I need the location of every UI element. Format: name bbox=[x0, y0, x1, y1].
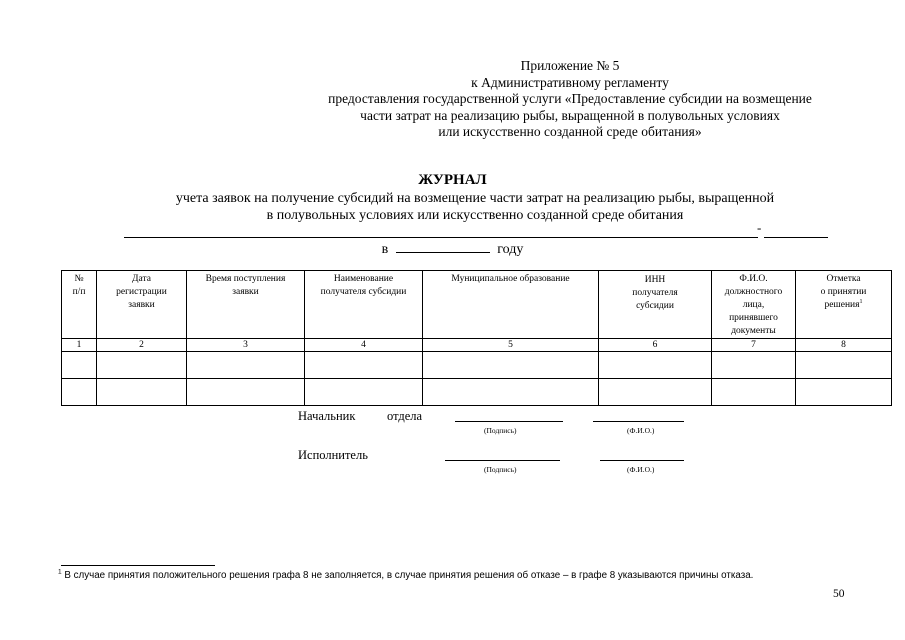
blank-line-left bbox=[124, 237, 758, 238]
chief-name-line bbox=[593, 421, 684, 422]
appendix-service-line: предоставления государственной услуги «Предоставление субсидии на возмещение bbox=[328, 91, 812, 106]
table-cell[interactable] bbox=[97, 352, 187, 379]
column-number: 7 bbox=[712, 339, 796, 352]
column-number: 2 bbox=[97, 339, 187, 352]
executor-name-caption: (Ф.И.О.) bbox=[627, 465, 655, 474]
appendix-reference: к Административному регламенту bbox=[471, 74, 669, 90]
chief-label-word2: отдела bbox=[387, 409, 423, 423]
table-cell[interactable] bbox=[599, 352, 712, 379]
chief-signature-caption: (Подпись) bbox=[484, 426, 517, 435]
table-cell[interactable] bbox=[305, 352, 423, 379]
blank-line-right bbox=[764, 237, 828, 238]
executor-name-line bbox=[600, 460, 684, 461]
footnote-text: В случае принятия положительного решения графа 8 не заполняется, в случае принятия решения об отказе – в графе 8 указываются причины отказа. bbox=[64, 570, 754, 581]
journal-table bbox=[61, 270, 892, 406]
footnote bbox=[58, 570, 753, 581]
column-number: 5 bbox=[423, 339, 599, 352]
page-number: 50 bbox=[833, 588, 845, 600]
appendix-service-line: или искусственно созданной среде обитания» bbox=[438, 124, 702, 139]
table-cell[interactable] bbox=[62, 379, 97, 406]
dash-mark: - bbox=[757, 220, 762, 235]
table-cell[interactable] bbox=[62, 352, 97, 379]
column-number: 8 bbox=[796, 339, 892, 352]
table-header-row bbox=[62, 271, 892, 339]
table-row bbox=[62, 379, 892, 406]
column-number-row bbox=[62, 339, 892, 352]
executor-signature-line bbox=[445, 460, 560, 461]
header-cell-registration-date: Дата регистрации заявки bbox=[97, 271, 187, 339]
executor-signature-caption: (Подпись) bbox=[484, 465, 517, 474]
table-cell[interactable] bbox=[712, 379, 796, 406]
footnote-mark: 1 bbox=[859, 298, 863, 305]
table-cell[interactable] bbox=[423, 352, 599, 379]
table-cell[interactable] bbox=[97, 379, 187, 406]
footnote-mark: 1 bbox=[58, 568, 62, 576]
appendix-number: Приложение № 5 bbox=[520, 58, 620, 73]
chief-name-caption: (Ф.И.О.) bbox=[627, 426, 655, 435]
header-cell-recipient-name: Наименование получателя субсидии bbox=[305, 271, 423, 339]
fill-in-line bbox=[124, 222, 828, 238]
chief-signature-line bbox=[455, 421, 563, 422]
header-cell-arrival-time: Время поступления заявки bbox=[187, 271, 305, 339]
column-number: 6 bbox=[599, 339, 712, 352]
header-cell-decision-mark: Отметка о принятии решения$^1$ bbox=[796, 271, 892, 339]
appendix-header bbox=[290, 58, 850, 141]
journal-subtitle: в полувольных условиях или искусственно созданной среде обитания bbox=[266, 208, 684, 223]
header-cell-inn: ИНН получателя субсидии bbox=[599, 271, 712, 339]
executor-label: Исполнитель bbox=[298, 448, 368, 462]
header-cell-municipality: Муниципальное образование bbox=[423, 271, 599, 339]
column-number: 4 bbox=[305, 339, 423, 352]
table-row bbox=[62, 352, 892, 379]
table-cell[interactable] bbox=[796, 352, 892, 379]
table-cell[interactable] bbox=[599, 379, 712, 406]
header-cell-number: № п/п bbox=[62, 271, 97, 339]
chief-label-word1: Начальник bbox=[298, 409, 356, 423]
journal-subtitle: учета заявок на получение субсидий на возмещение части затрат на реализацию рыбы, выращенной bbox=[175, 191, 775, 206]
header-cell-official-name: Ф.И.О. должностного лица, принявшего документы bbox=[712, 271, 796, 339]
footnote-separator bbox=[61, 565, 215, 566]
year-prefix: в bbox=[381, 242, 389, 257]
column-number: 3 bbox=[187, 339, 305, 352]
appendix-service-line: части затрат на реализацию рыбы, выращенной в полувольных условиях bbox=[360, 107, 780, 123]
table-cell[interactable] bbox=[187, 352, 305, 379]
year-suffix: году bbox=[497, 242, 524, 257]
table-cell[interactable] bbox=[423, 379, 599, 406]
table-cell[interactable] bbox=[796, 379, 892, 406]
year-line bbox=[0, 240, 905, 258]
table-cell[interactable] bbox=[712, 352, 796, 379]
journal-title: ЖУРНАЛ bbox=[418, 172, 487, 188]
column-number: 1 bbox=[62, 339, 97, 352]
year-blank bbox=[396, 240, 490, 253]
table-cell[interactable] bbox=[305, 379, 423, 406]
table-cell[interactable] bbox=[187, 379, 305, 406]
